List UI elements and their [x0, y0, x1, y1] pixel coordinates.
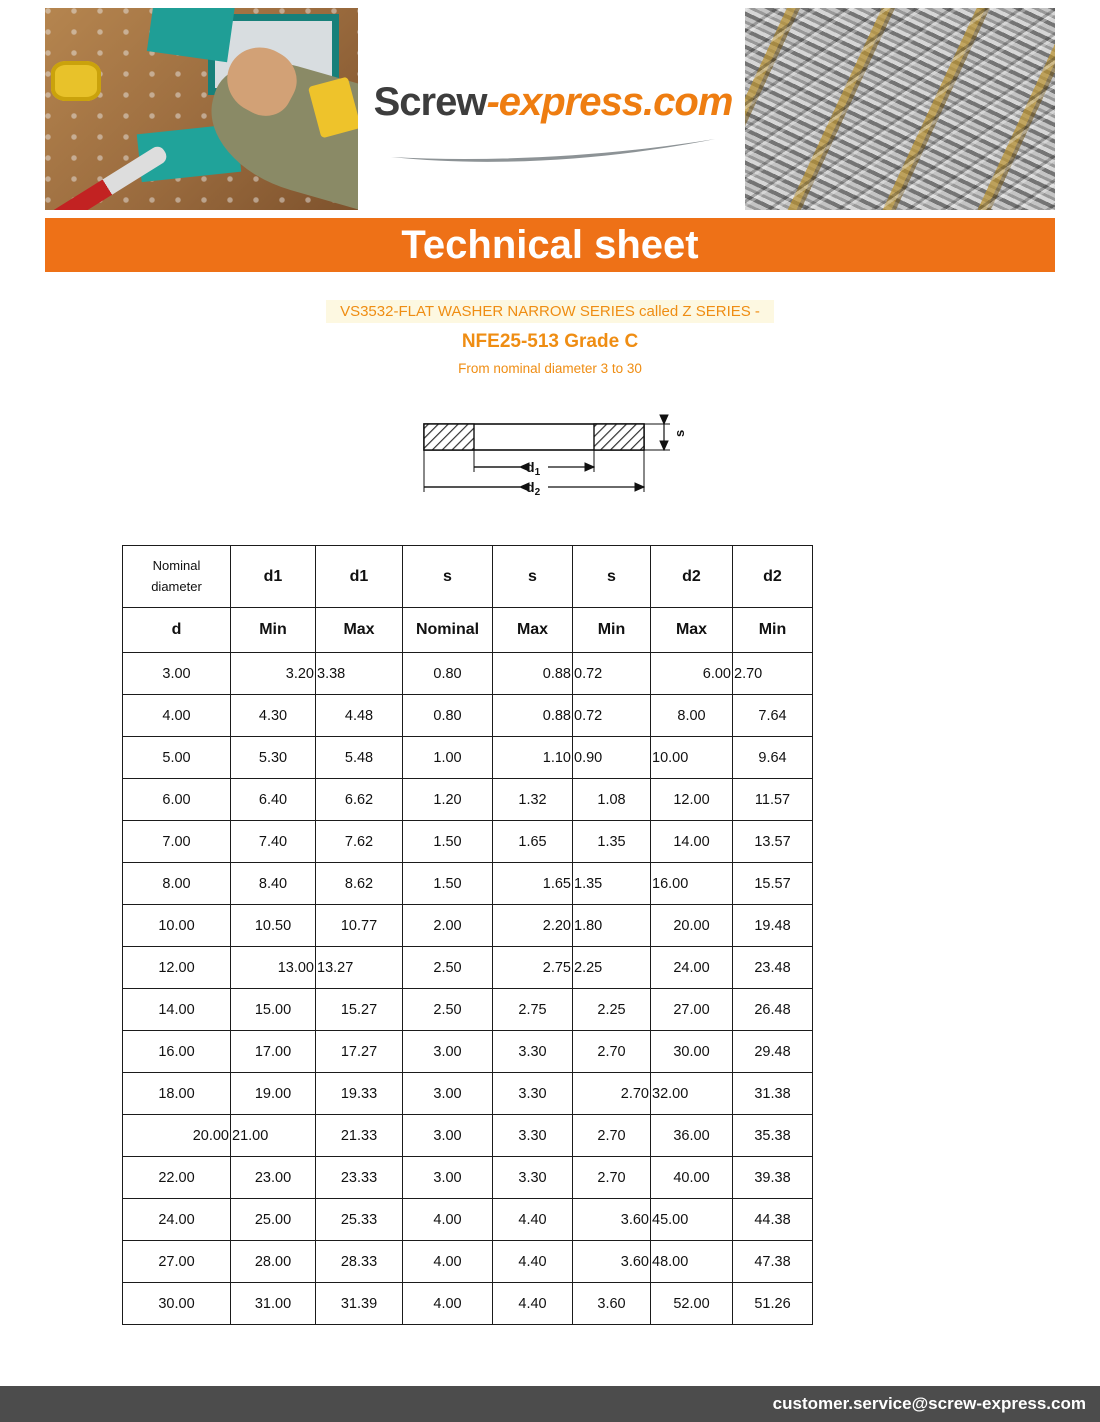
- d1-dimension-label: $d_1$: [526, 459, 541, 478]
- table-cell: 28.00: [231, 1241, 316, 1283]
- column-header: d1: [316, 546, 403, 608]
- table-cell: 7.62: [316, 821, 403, 863]
- table-cell: 16.00: [123, 1031, 231, 1073]
- table-cell: 10.00: [651, 737, 733, 779]
- table-cell: 12.00: [123, 947, 231, 989]
- logo-text: [358, 80, 748, 125]
- washer-diagram: [412, 410, 692, 527]
- table-cell: 0.80: [403, 695, 493, 737]
- column-header: Min: [573, 608, 651, 653]
- table-cell: 8.62: [316, 863, 403, 905]
- table-cell: 1.80: [573, 905, 651, 947]
- table-cell: 15.00: [231, 989, 316, 1031]
- table-cell: 6.00: [123, 779, 231, 821]
- footer-bar: [0, 1386, 1100, 1422]
- table-cell: 9.64: [733, 737, 813, 779]
- table-cell: 3.60: [573, 1283, 651, 1325]
- table-cell: 20.00: [123, 1115, 231, 1157]
- table-cell: 10.50: [231, 905, 316, 947]
- table-cell: 0.88: [493, 653, 573, 695]
- table-cell: 3.20: [231, 653, 316, 695]
- column-header: s: [573, 546, 651, 608]
- table-cell: 2.70: [573, 1031, 651, 1073]
- table-cell: 1.50: [403, 863, 493, 905]
- table-cell: 2.70: [733, 653, 813, 695]
- table-cell: 45.00: [651, 1199, 733, 1241]
- table-cell: 21.00: [231, 1115, 316, 1157]
- table-cell: 18.00: [123, 1073, 231, 1115]
- table-cell: 19.48: [733, 905, 813, 947]
- table-cell: 6.62: [316, 779, 403, 821]
- table-cell: 30.00: [651, 1031, 733, 1073]
- table-cell: 48.00: [651, 1241, 733, 1283]
- table-row: [123, 1031, 813, 1073]
- table-row: [123, 1073, 813, 1115]
- table-row: [123, 947, 813, 989]
- table-cell: 2.50: [403, 947, 493, 989]
- table-cell: 4.40: [493, 1283, 573, 1325]
- table-cell: 1.10: [493, 737, 573, 779]
- table-cell: 0.72: [573, 653, 651, 695]
- table-cell: 4.00: [403, 1241, 493, 1283]
- table-cell: 0.90: [573, 737, 651, 779]
- diameter-range-subtitle: From nominal diameter 3 to 30: [458, 361, 642, 376]
- table-cell: 1.65: [493, 821, 573, 863]
- table-cell: 4.40: [493, 1199, 573, 1241]
- footer-email: customer.service@screw-express.com: [772, 1394, 1086, 1413]
- s-dimension-label: s: [672, 429, 687, 437]
- table-cell: 1.08: [573, 779, 651, 821]
- table-cell: 10.00: [123, 905, 231, 947]
- table-header-row: [123, 608, 813, 653]
- table-cell: 21.33: [316, 1115, 403, 1157]
- table-row: [123, 1115, 813, 1157]
- table-cell: 2.20: [493, 905, 573, 947]
- table-cell: 52.00: [651, 1283, 733, 1325]
- table-cell: 4.48: [316, 695, 403, 737]
- table-cell: 30.00: [123, 1283, 231, 1325]
- logo-text-express: -express.com: [486, 80, 733, 124]
- table-cell: 5.00: [123, 737, 231, 779]
- table-cell: 5.48: [316, 737, 403, 779]
- table-cell: 1.20: [403, 779, 493, 821]
- table-cell: 39.38: [733, 1157, 813, 1199]
- table-cell: 51.26: [733, 1283, 813, 1325]
- table-cell: 19.33: [316, 1073, 403, 1115]
- table-cell: 28.33: [316, 1241, 403, 1283]
- table-cell: 2.70: [573, 1073, 651, 1115]
- table-cell: 14.00: [651, 821, 733, 863]
- table-cell: 2.75: [493, 947, 573, 989]
- table-cell: 3.30: [493, 1157, 573, 1199]
- table-cell: 1.32: [493, 779, 573, 821]
- table-cell: 3.00: [403, 1031, 493, 1073]
- table-cell: 4.00: [123, 695, 231, 737]
- table-cell: 3.38: [316, 653, 403, 695]
- column-header: d2: [651, 546, 733, 608]
- washer-right-section: [594, 424, 644, 450]
- table-cell: 0.72: [573, 695, 651, 737]
- table-cell: 24.00: [123, 1199, 231, 1241]
- table-cell: 4.00: [403, 1283, 493, 1325]
- table-row: [123, 695, 813, 737]
- column-header: d: [123, 608, 231, 653]
- table-cell: 3.00: [403, 1157, 493, 1199]
- table-cell: 3.00: [403, 1115, 493, 1157]
- table-cell: 31.38: [733, 1073, 813, 1115]
- table-cell: 35.38: [733, 1115, 813, 1157]
- table-cell: 19.00: [231, 1073, 316, 1115]
- technical-sheet-banner: [45, 218, 1055, 272]
- logo: [358, 80, 748, 165]
- table-cell: 2.25: [573, 947, 651, 989]
- table-cell: 7.64: [733, 695, 813, 737]
- table-cell: 23.33: [316, 1157, 403, 1199]
- table-cell: 1.35: [573, 821, 651, 863]
- table-cell: 13.57: [733, 821, 813, 863]
- table-cell: 26.48: [733, 989, 813, 1031]
- table-cell: 40.00: [651, 1157, 733, 1199]
- spec-table: [122, 545, 813, 1325]
- banner-title: Technical sheet: [401, 222, 699, 267]
- table-cell: 32.00: [651, 1073, 733, 1115]
- table-cell: 2.70: [573, 1157, 651, 1199]
- table-cell: 2.00: [403, 905, 493, 947]
- column-header: Min: [733, 608, 813, 653]
- column-header: s: [403, 546, 493, 608]
- logo-swoosh-icon: [385, 137, 721, 165]
- table-row: [123, 779, 813, 821]
- table-row: [123, 863, 813, 905]
- table-cell: 2.75: [493, 989, 573, 1031]
- table-cell: 15.27: [316, 989, 403, 1031]
- table-cell: 1.65: [493, 863, 573, 905]
- table-cell: 31.00: [231, 1283, 316, 1325]
- column-header: s: [493, 546, 573, 608]
- table-cell: 8.40: [231, 863, 316, 905]
- table-cell: 3.00: [403, 1073, 493, 1115]
- table-cell: 15.57: [733, 863, 813, 905]
- header-photo-workbench: [45, 8, 358, 210]
- table-cell: 3.30: [493, 1115, 573, 1157]
- column-header: Nominal: [403, 608, 493, 653]
- table-row: [123, 737, 813, 779]
- table-row: [123, 989, 813, 1031]
- table-cell: 29.48: [733, 1031, 813, 1073]
- table-cell: 3.60: [573, 1199, 651, 1241]
- column-header: d1: [231, 546, 316, 608]
- column-header: Max: [316, 608, 403, 653]
- table-cell: 11.57: [733, 779, 813, 821]
- table-row: [123, 653, 813, 695]
- column-header: Max: [493, 608, 573, 653]
- d2-dimension-label: $d_2$: [526, 479, 541, 498]
- table-cell: 27.00: [123, 1241, 231, 1283]
- table-cell: 1.35: [573, 863, 651, 905]
- table-row: [123, 1157, 813, 1199]
- table-cell: 4.40: [493, 1241, 573, 1283]
- table-cell: 12.00: [651, 779, 733, 821]
- table-cell: 24.00: [651, 947, 733, 989]
- table-cell: 17.00: [231, 1031, 316, 1073]
- table-cell: 20.00: [651, 905, 733, 947]
- column-header: Min: [231, 608, 316, 653]
- table-cell: 47.38: [733, 1241, 813, 1283]
- column-header: Nominal diameter: [123, 546, 231, 608]
- table-cell: 3.00: [123, 653, 231, 695]
- table-cell: 5.30: [231, 737, 316, 779]
- table-cell: 4.30: [231, 695, 316, 737]
- table-cell: 23.48: [733, 947, 813, 989]
- table-cell: 1.00: [403, 737, 493, 779]
- table-cell: 6.40: [231, 779, 316, 821]
- table-cell: 3.30: [493, 1031, 573, 1073]
- table-row: [123, 821, 813, 863]
- table-cell: 8.00: [123, 863, 231, 905]
- logo-text-screw: Screw: [373, 80, 487, 124]
- table-row: [123, 905, 813, 947]
- product-title: VS3532-FLAT WASHER NARROW SERIES called Z SERIES -: [326, 300, 774, 323]
- table-row: [123, 1283, 813, 1325]
- table-cell: 16.00: [651, 863, 733, 905]
- table-cell: 2.70: [573, 1115, 651, 1157]
- table-cell: 27.00: [651, 989, 733, 1031]
- header-photo-screws-pile: [745, 8, 1055, 210]
- table-cell: 36.00: [651, 1115, 733, 1157]
- table-cell: 0.80: [403, 653, 493, 695]
- table-cell: 0.88: [493, 695, 573, 737]
- table-cell: 6.00: [651, 653, 733, 695]
- table-cell: 44.38: [733, 1199, 813, 1241]
- table-row: [123, 1241, 813, 1283]
- table-cell: 25.33: [316, 1199, 403, 1241]
- grade-title: NFE25-513 Grade C: [461, 331, 639, 352]
- table-cell: 2.25: [573, 989, 651, 1031]
- washer-left-section: [424, 424, 474, 450]
- table-cell: 3.30: [493, 1073, 573, 1115]
- table-cell: 10.77: [316, 905, 403, 947]
- table-cell: 14.00: [123, 989, 231, 1031]
- column-header: Max: [651, 608, 733, 653]
- table-cell: 1.50: [403, 821, 493, 863]
- table-cell: 4.00: [403, 1199, 493, 1241]
- table-cell: 2.50: [403, 989, 493, 1031]
- table-cell: 7.40: [231, 821, 316, 863]
- table-cell: 13.27: [316, 947, 403, 989]
- product-title-line: [0, 303, 1100, 320]
- column-header: d2: [733, 546, 813, 608]
- table-header-row: [123, 546, 813, 608]
- table-cell: 7.00: [123, 821, 231, 863]
- table-cell: 17.27: [316, 1031, 403, 1073]
- table-cell: 25.00: [231, 1199, 316, 1241]
- table-row: [123, 1199, 813, 1241]
- table-cell: 31.39: [316, 1283, 403, 1325]
- table-cell: 13.00: [231, 947, 316, 989]
- tape-measure-decor: [51, 61, 101, 101]
- table-cell: 22.00: [123, 1157, 231, 1199]
- table-cell: 8.00: [651, 695, 733, 737]
- table-cell: 3.60: [573, 1241, 651, 1283]
- table-cell: 23.00: [231, 1157, 316, 1199]
